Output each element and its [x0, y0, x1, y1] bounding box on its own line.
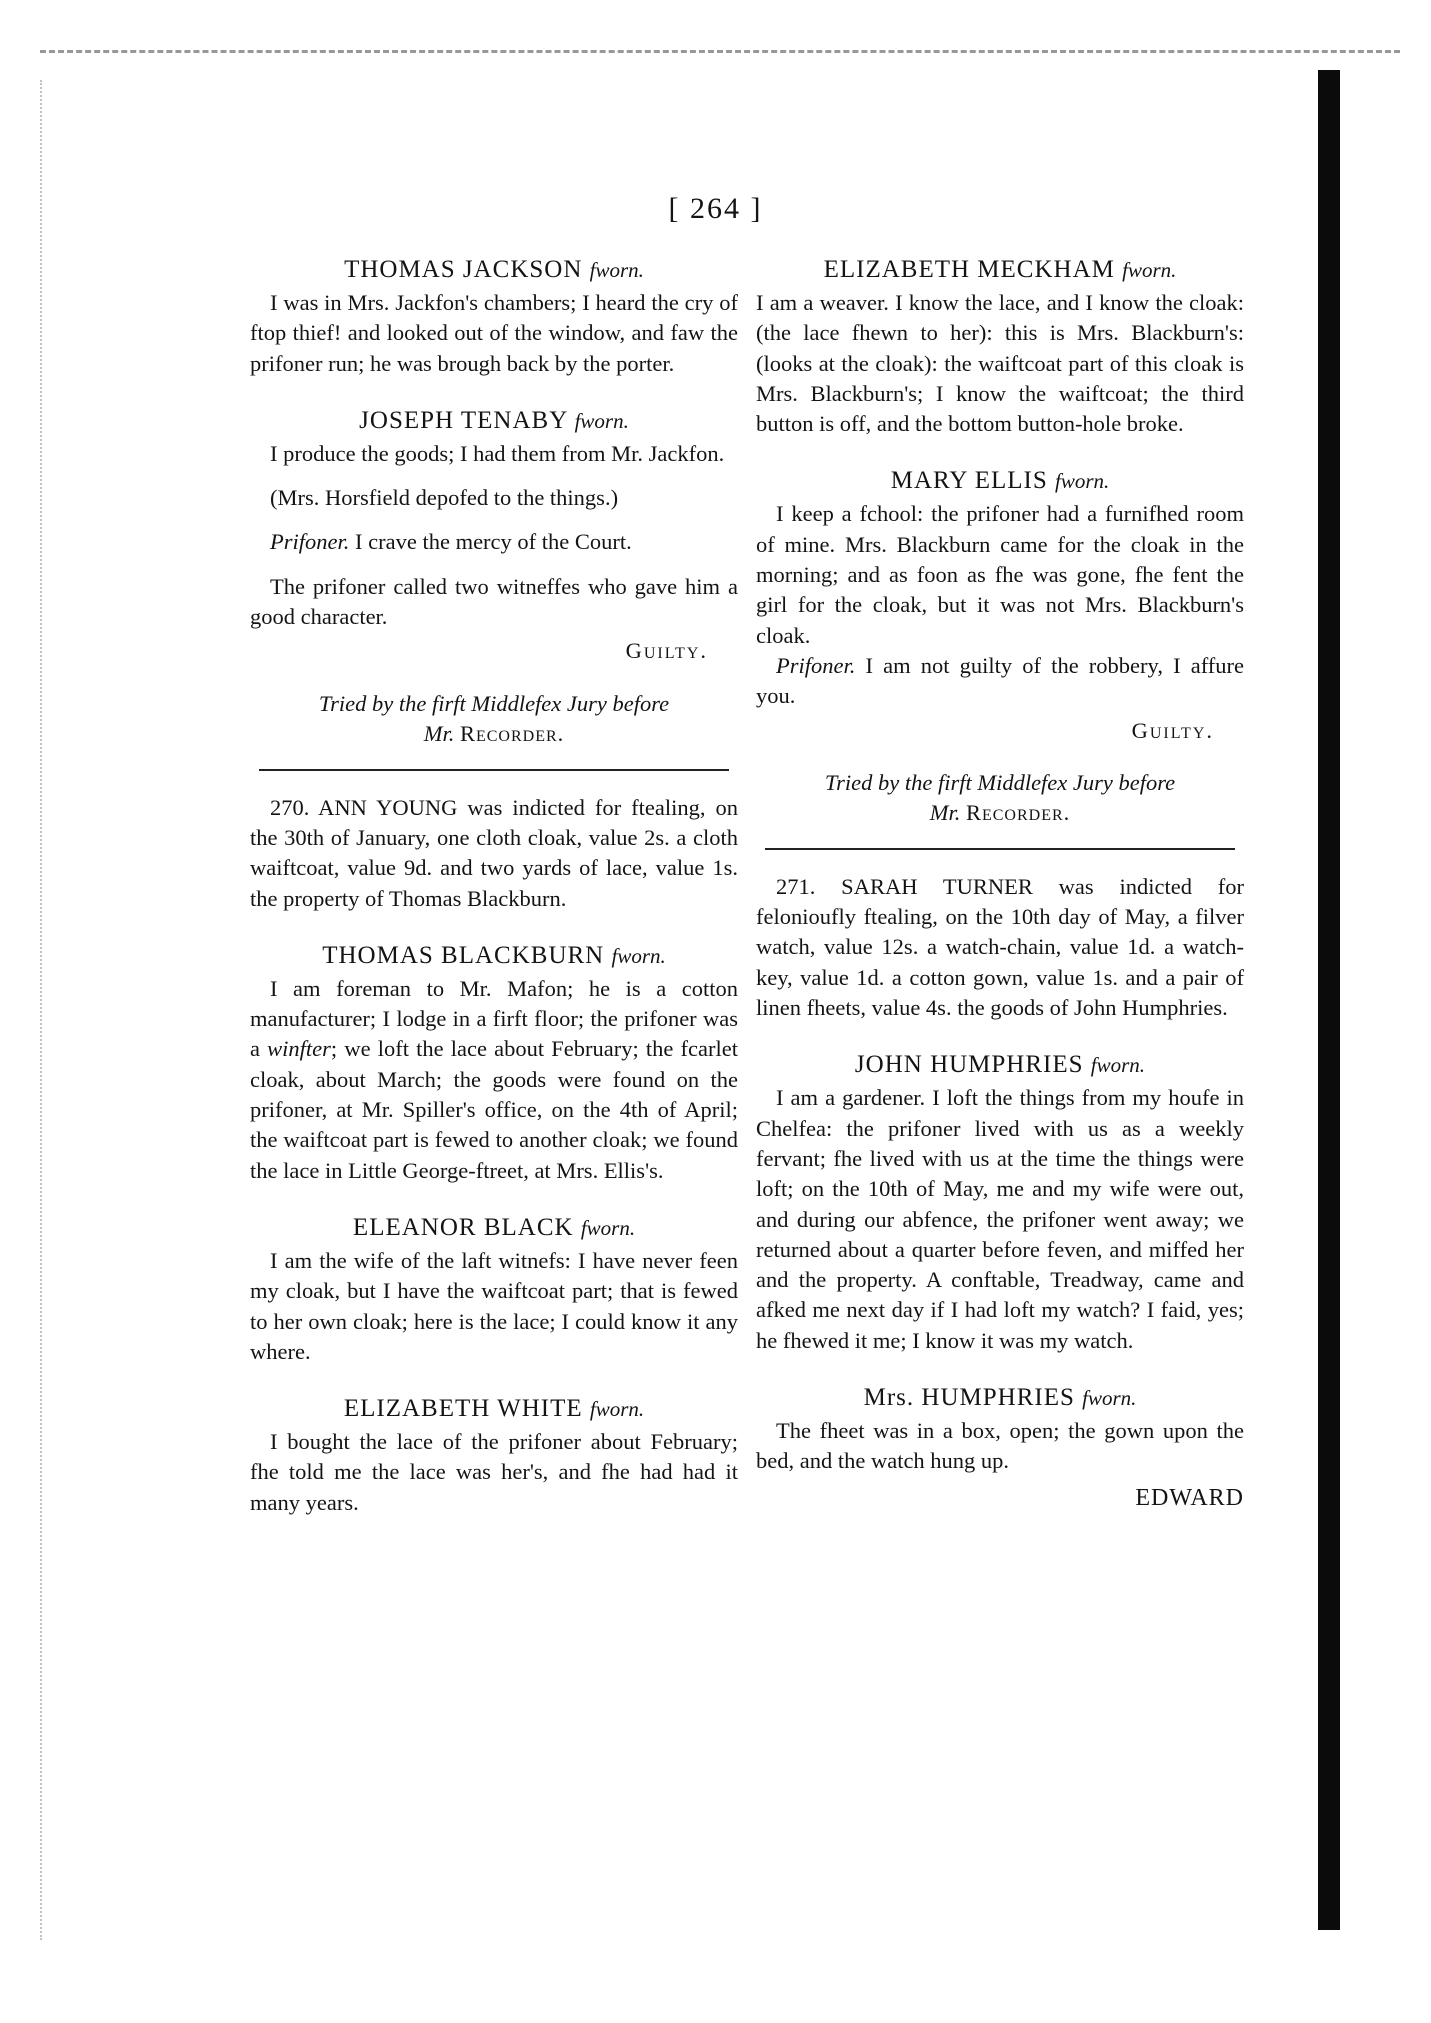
trial-note: Tried by the firft Middlefex Jury before Mr. Recorder. [318, 690, 670, 746]
section-divider [259, 769, 729, 771]
verdict: Guilty. [625, 638, 708, 664]
testimony: I keep a fchool: the prifoner had a furnifhed room of mine. Mrs. Blackburn came for the cloak in the morning; and as foon as fhe was gone, fhe fent the girl for the cloak, but it was not Mrs. Blackburn's cloak. [756, 501, 1244, 648]
witness-heading: THOMAS BLACKBURN fworn. [322, 941, 666, 969]
top-scan-edge [40, 50, 1400, 53]
left-scan-edge [40, 80, 46, 1940]
witness-heading: MARY ELLIS fworn. [890, 467, 1110, 495]
testimony: I am the wife of the laft witnefs: I have never feen my cloak, but I have the waiftcoat part; that is fewed to her own cloak; here is the lace; I could know it any where. [250, 1247, 738, 1364]
testimony: I am a gardener. I loft the things from my houfe in Chelfea: the prifoner lived with us as a weekly fervant; fhe lived with us at the time the things were loft; on the 10th of May, me and my wife were out, and during our abfence, the prifoner went away; we returned about a quarter before feven, and miffed her and the property. A conftable, Treadway, came and afked me next day if I had loft my watch? I faid, yes; he fhewed it me; I know it was my watch. [756, 1085, 1244, 1353]
witness-heading: Mrs. HUMPHRIES fworn. [863, 1384, 1137, 1412]
catchword: EDWARD [1135, 1484, 1244, 1511]
prisoner-statement: Prifoner. I crave the mercy of the Court. [270, 529, 632, 555]
witness-heading: THOMAS JACKSON fworn. [344, 256, 644, 283]
binding-shadow [1318, 70, 1340, 1930]
prisoner-statement: Prifoner. I am not guilty of the robbery, I affure you. [756, 652, 1245, 709]
verdict: Guilty. [1131, 717, 1214, 743]
witness-heading: JOHN HUMPHRIES fworn. [854, 1051, 1146, 1079]
testimony: I bought the lace of the prifoner about February; fhe told me the lace was her's, and fhe had had it many years. [250, 1429, 738, 1515]
page-number: [ 264 ] [668, 192, 763, 225]
character-witnesses: The prifoner called two witneffes who gave him a good character. [250, 573, 738, 630]
indictment: 270. ANN YOUNG was indicted for ftealing, on the 30th of January, one cloth cloak, value 2s. a cloth waiftcoat, value 9d. and two yards of lace, value 1s. the property of Thomas Blackburn. [250, 794, 738, 911]
witness-heading: ELEANOR BLACK fworn. [352, 1213, 636, 1241]
left-column [250, 254, 738, 1518]
trial-note: Tried by the firft Middlefex Jury before Mr. Recorder. [824, 769, 1176, 825]
right-column [756, 254, 1244, 1513]
witness-heading: ELIZABETH WHITE fworn. [343, 1395, 645, 1423]
testimony: The fheet was in a box, open; the gown upon the bed, and the watch hung up. [756, 1418, 1244, 1474]
testimony: I am a weaver. I know the lace, and I know the cloak: (the lace fhewn to her): this is Mrs. Blackburn's: (looks at the cloak): the waiftcoat part of this cloak is Mrs. Blackburn's; I know the waiftcoat; the third button is off, and the bottom button-hole broke. [756, 290, 1244, 437]
witness-heading: JOSEPH TENABY fworn. [359, 406, 629, 434]
section-divider [765, 848, 1235, 850]
indictment: 271. SARAH TURNER was indicted for felonioufly ftealing, on the 10th day of May, a filver watch, value 12s. a watch-chain, value 1d. a watch-key, value 1d. a cotton gown, value 1s. and a pair of linen fheets, value 4s. the goods of John Humphries. [756, 873, 1244, 1021]
witness-heading: ELIZABETH MECKHAM fworn. [823, 256, 1177, 283]
testimony: I was in Mrs. Jackfon's chambers; I heard the cry of ftop thief! and looked out of the window, and faw the prifoner run; he was brough back by the porter. [250, 290, 738, 376]
testimony: I am foreman to Mr. Mafon; he is a cotton manufacturer; I lodge in a firft floor; the prifoner was a winfter; we loft the lace about February; the fcarlet cloak, about March; the goods were found on the prifoner, at Mr. Spiller's office, on the 4th of April; the waiftcoat part is fewed to another cloak; we found the lace in Little George-ftreet, at Mrs. Ellis's. [250, 975, 738, 1183]
testimony: I produce the goods; I had them from Mr. Jackfon. [270, 440, 725, 466]
deposition-note: (Mrs. Horsfield depofed to the things.) [270, 485, 619, 511]
